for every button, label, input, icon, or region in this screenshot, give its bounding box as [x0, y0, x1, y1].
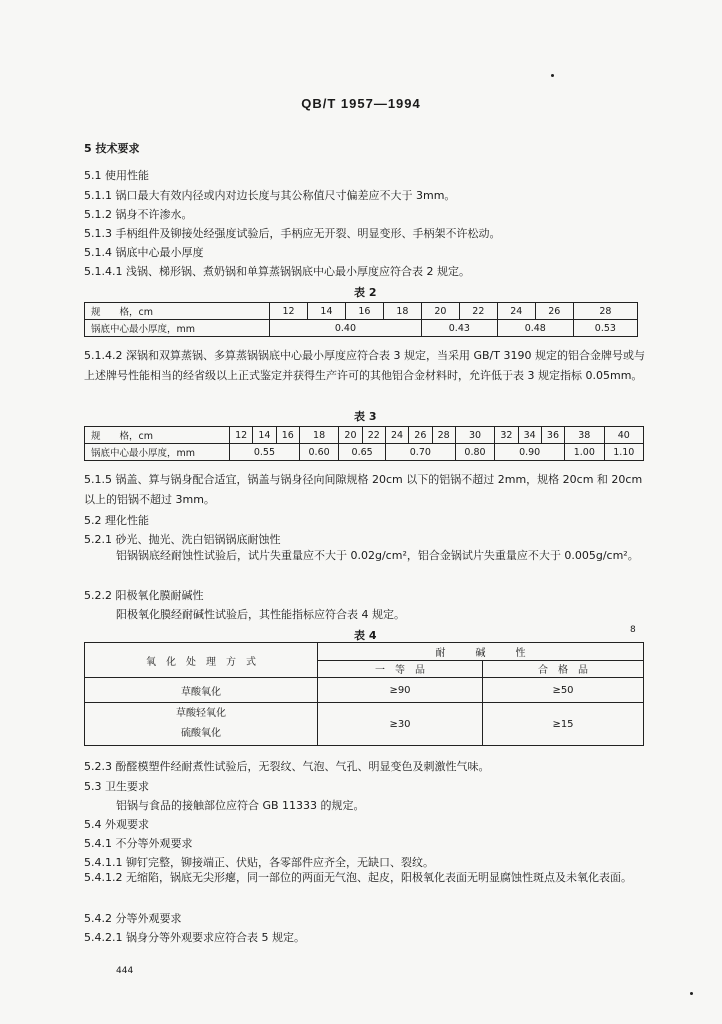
table3-size: 16	[276, 427, 299, 444]
table3-size: 36	[541, 427, 564, 444]
table3-thickness: 0.90	[495, 444, 565, 461]
table4-corner-mark: 8	[630, 625, 636, 635]
table3-thickness: 0.60	[299, 444, 338, 461]
table2-thickness: 0.53	[573, 320, 637, 337]
table3-size: 14	[253, 427, 276, 444]
section-5-4-1-1: 5.4.1.1 铆钉完整，铆接端正、伏贴，各零部件应齐全，无缺口、裂纹。	[84, 856, 434, 869]
table2-size: 26	[535, 303, 573, 320]
page-number: 444	[116, 966, 134, 976]
speck-mark	[690, 992, 693, 995]
table3-size: 32	[495, 427, 518, 444]
table3-size: 20	[339, 427, 362, 444]
table3-caption: 表 3	[354, 410, 377, 423]
table-3	[84, 426, 644, 461]
section-5-4-1-2: 5.4.1.2 无缩陷，锅底无尖形瘪，同一部位的两面无气泡、起皮，阳极氧化表面无明显腐蚀性斑点及未氧化表面。	[84, 871, 632, 884]
speck-mark	[551, 74, 554, 77]
section-5-4-1: 5.4.1 不分等外观要求	[84, 837, 193, 850]
table3-thickness: 0.70	[385, 444, 455, 461]
section-5-2-1-body: 铝锅锅底经耐蚀性试验后，试片失重量应不大于 0.02g/cm²，铝合金锅试片失重量应不大于 0.005g/cm²。	[116, 549, 639, 562]
table2-size: 22	[459, 303, 497, 320]
table4-caption: 表 4	[354, 629, 377, 642]
section-5-2-1: 5.2.1 砂光、抛光、洗白铝锅锅底耐蚀性	[84, 533, 281, 546]
table-4	[84, 642, 644, 746]
table3-size: 12	[230, 427, 253, 444]
table2-thickness: 0.43	[421, 320, 497, 337]
section-5-4-2: 5.4.2 分等外观要求	[84, 912, 182, 925]
table4-method: 草酸氧化	[85, 678, 318, 703]
table3-spec-label: 规 格，cm	[85, 427, 230, 444]
table4-grade-qualified: 合 格 品	[483, 660, 644, 678]
table4-alkali-header: 耐 碱 性	[318, 643, 644, 661]
section-5-1-4: 5.1.4 锅底中心最小厚度	[84, 246, 204, 259]
section-5-3-body: 铝锅与食品的接触部位应符合 GB 11333 的规定。	[116, 799, 365, 812]
table-2	[84, 302, 638, 337]
table3-thickness: 0.80	[455, 444, 494, 461]
table3-size: 24	[385, 427, 408, 444]
table2-thickness: 0.40	[270, 320, 422, 337]
table3-thickness: 1.10	[604, 444, 643, 461]
table2-size: 28	[573, 303, 637, 320]
section-5-1-2: 5.1.2 锅身不许渗水。	[84, 208, 193, 221]
table4-method	[85, 703, 318, 746]
table2-size: 18	[383, 303, 421, 320]
section-5-4: 5.4 外观要求	[84, 818, 149, 831]
table3-size: 26	[409, 427, 432, 444]
section-5-2-2-body: 阳极氧化膜经耐碱性试验后，其性能指标应符合表 4 规定。	[116, 608, 405, 621]
section-5-4-2-1: 5.4.2.1 锅身分等外观要求应符合表 5 规定。	[84, 931, 305, 944]
table3-size: 30	[455, 427, 494, 444]
section-5-1-4-1: 5.1.4.1 浅锅、梯形锅、煮奶锅和单算蒸锅锅底中心最小厚度应符合表 2 规定。	[84, 265, 470, 278]
table3-size: 40	[604, 427, 643, 444]
table3-thickness-label: 锅底中心最小厚度，mm	[85, 444, 230, 461]
table3-thickness: 1.00	[565, 444, 604, 461]
table2-size: 12	[270, 303, 308, 320]
section-5-title: 5 技术要求	[84, 142, 140, 155]
table3-thickness: 0.55	[230, 444, 300, 461]
table4-value: ≥90	[318, 678, 483, 703]
table2-size: 16	[345, 303, 383, 320]
section-5-1-4-2: 5.1.4.2 深锅和双算蒸锅、多算蒸锅锅底中心最小厚度应符合表 3 规定，当采用 GB/T 3190 规定的铝合金牌号或与上述牌号性能相当的经省级以上正式鉴定并获得生产许可的其他铝合金材料时，允许低于表 3 规定指标 0.05mm。	[84, 349, 645, 382]
table3-size: 28	[432, 427, 455, 444]
table3-size: 34	[518, 427, 541, 444]
table4-value: ≥50	[483, 678, 644, 703]
table4-value: ≥15	[483, 703, 644, 746]
section-5-3: 5.3 卫生要求	[84, 780, 149, 793]
table3-size: 38	[565, 427, 604, 444]
section-5-1-1: 5.1.1 锅口最大有效内径或内对边长度与其公称值尺寸偏差应不大于 3mm。	[84, 189, 456, 202]
table4-method-line: 草酸轻氧化	[176, 708, 226, 719]
section-5-2-3: 5.2.3 酚醛模塑件经耐煮性试验后，无裂纹、气泡、气孔、明显变色及刺激性气味。	[84, 760, 490, 773]
section-5-1-3: 5.1.3 手柄组件及铆接处经强度试验后，手柄应无开裂、明显变形、手柄架不许松动。	[84, 227, 501, 240]
table4-method-header: 氧 化 处 理 方 式	[85, 643, 318, 678]
table2-thickness: 0.48	[497, 320, 573, 337]
section-5-2-2: 5.2.2 阳极氧化膜耐碱性	[84, 589, 204, 602]
section-5-2: 5.2 理化性能	[84, 514, 149, 527]
table4-grade-first: 一 等 品	[318, 660, 483, 678]
table2-size: 20	[421, 303, 459, 320]
section-5-1: 5.1 使用性能	[84, 169, 149, 182]
page-header: QB/T 1957—1994	[301, 96, 421, 111]
section-5-1-5: 5.1.5 锅盖、算与锅身配合适宜，锅盖与锅身径向间隙规格 20cm 以下的铝锅不超过 2mm，规格 20cm 和 20cm 以上的铝锅不超过 3mm。	[84, 473, 643, 506]
table2-thickness-label: 锅底中心最小厚度，mm	[85, 320, 270, 337]
table2-spec-label: 规 格，cm	[85, 303, 270, 320]
table3-size: 18	[299, 427, 338, 444]
table2-size: 24	[497, 303, 535, 320]
table2-caption: 表 2	[354, 286, 377, 299]
table3-thickness: 0.65	[339, 444, 386, 461]
table4-value: ≥30	[318, 703, 483, 746]
table4-method-line: 硫酸氧化	[181, 728, 221, 739]
table3-size: 22	[362, 427, 385, 444]
table2-size: 14	[307, 303, 345, 320]
